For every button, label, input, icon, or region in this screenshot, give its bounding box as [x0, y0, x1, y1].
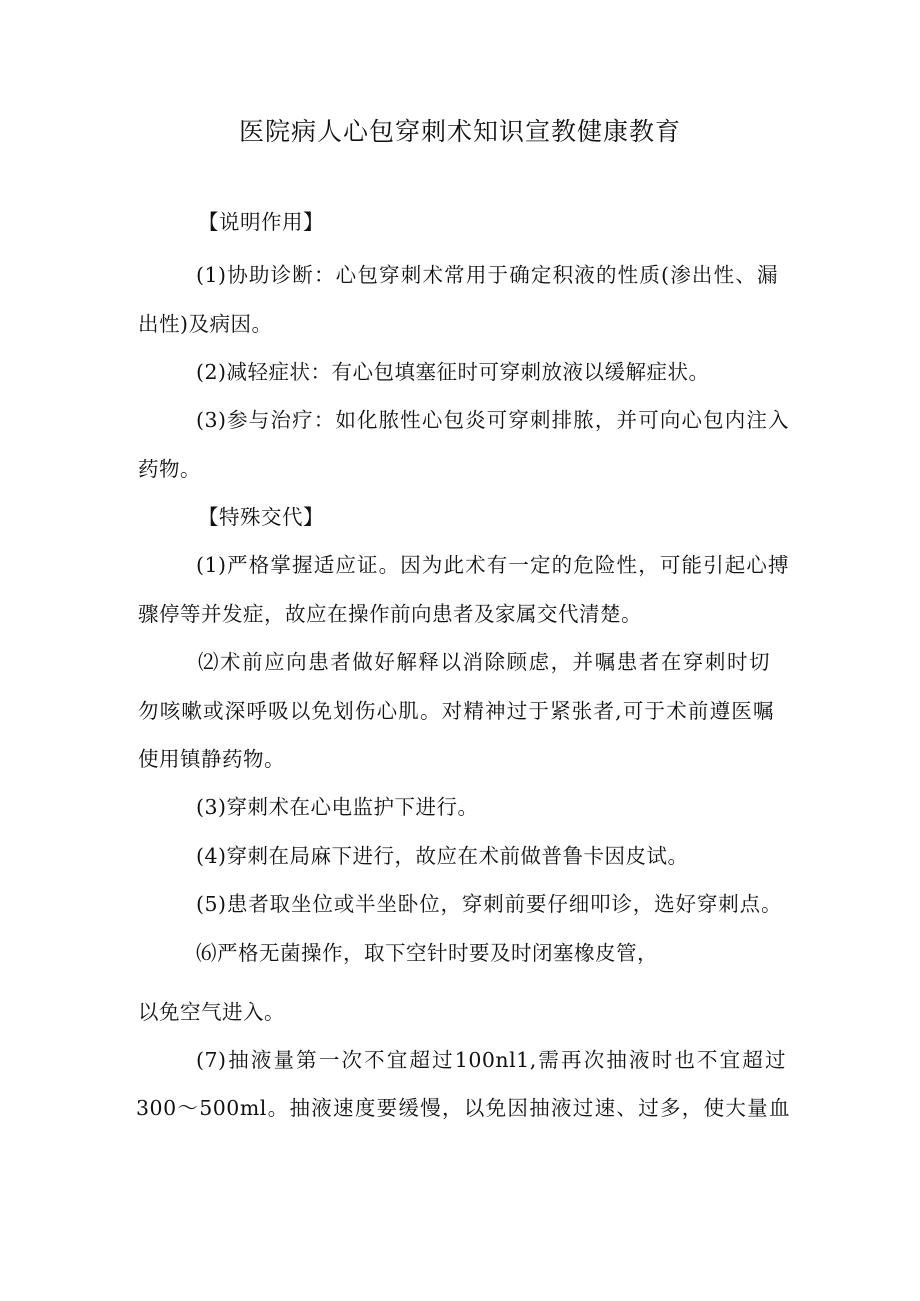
paragraph-line: 勿咳嗽或深呼吸以免划伤心肌。对精神过于紧张者,可于术前遵医嘱 [138, 699, 774, 723]
paragraph-line: 骤停等并发症，故应在操作前向患者及家属交代清楚。 [138, 602, 642, 626]
paragraph-line: (5)患者取坐位或半坐卧位，穿刺前要仔细叩诊，选好穿刺点。 [196, 892, 782, 916]
paragraph-line: ⑹严格无菌操作，取下空针时要及时闭塞橡皮管， [196, 941, 658, 965]
paragraph-line: (3)参与治疗：如化脓性心包炎可穿刺排脓，并可向心包内注入 [196, 408, 789, 432]
section-heading-purpose: 【说明作用】 [198, 210, 324, 234]
paragraph-line: (2)减轻症状：有心包填塞征时可穿刺放液以缓解症状。 [196, 360, 710, 384]
paragraph-line: 出性)及病因。 [138, 312, 273, 336]
paragraph-line: (1)协助诊断：心包穿刺术常用于确定积液的性质(渗出性、漏 [196, 263, 778, 287]
paragraph-line: 使用镇静药物。 [138, 747, 285, 771]
paragraph-line: 300～500ml。抽液速度要缓慢，以免因抽液过速、过多，使大量血 [136, 1096, 790, 1120]
paragraph-line: (4)穿刺在局麻下进行，故应在术前做普鲁卡因皮试。 [196, 844, 689, 868]
paragraph-line: ⑵术前应向患者做好解释以消除顾虑，并嘱患者在穿刺时切 [198, 650, 770, 674]
paragraph-line: (3)穿刺术在心电监护下进行。 [196, 795, 479, 819]
paragraph-line: (1)严格掌握适应证。因为此术有一定的危险性，可能引起心搏 [196, 553, 789, 577]
paragraph-line: 以免空气进入。 [138, 1000, 285, 1024]
document-title: 医院病人心包穿刺术知识宣教健康教育 [238, 117, 681, 146]
paragraph-line: 药物。 [138, 457, 201, 481]
section-heading-special-instructions: 【特殊交代】 [198, 505, 324, 529]
paragraph-line: (7)抽液量第一次不宜超过100nl1,需再次抽液时也不宜超过 [196, 1048, 786, 1072]
